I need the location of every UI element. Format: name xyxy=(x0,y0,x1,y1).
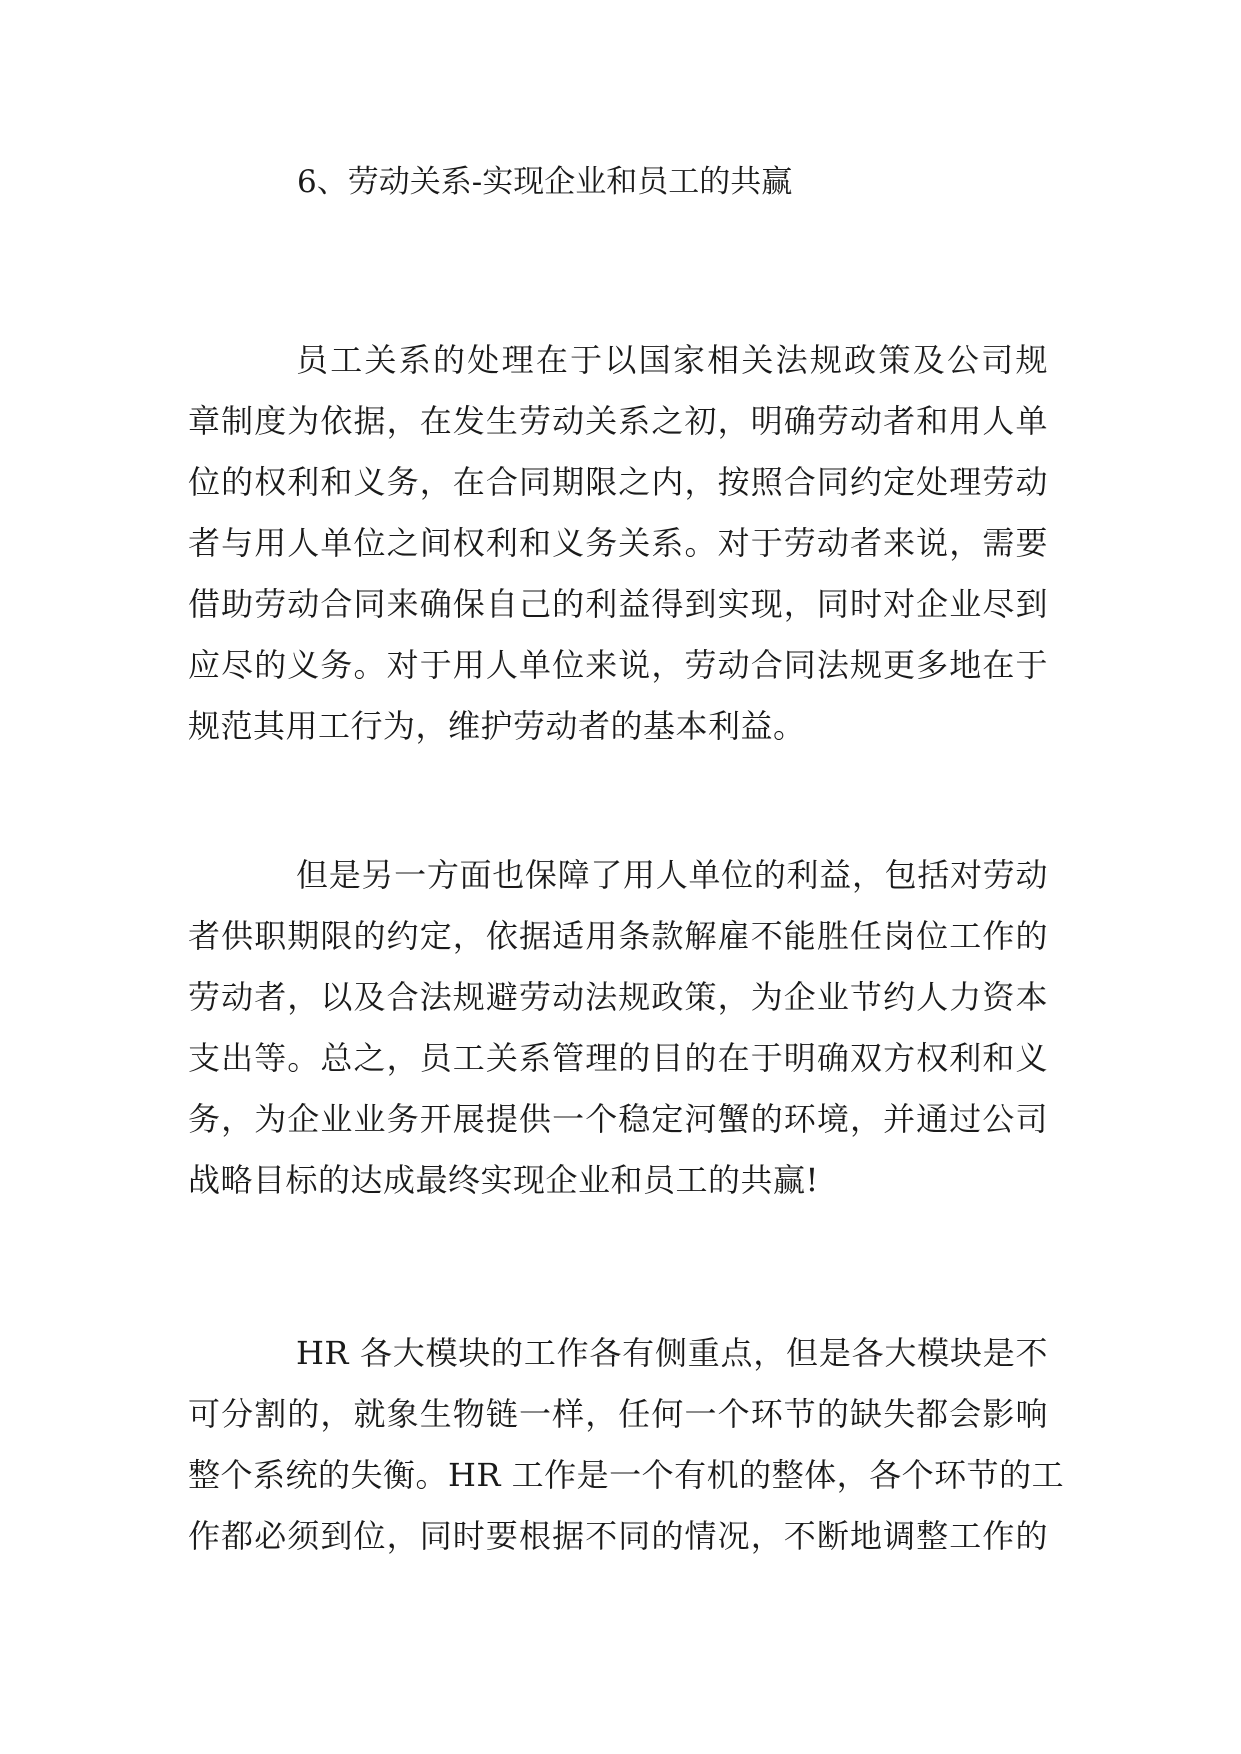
paragraph-line: 支出等。总之，员工关系管理的目的在于明确双方权利和义 xyxy=(188,1039,1048,1077)
paragraph-line: 借助劳动合同来确保自己的利益得到实现，同时对企业尽到 xyxy=(188,585,1048,623)
paragraph-line: 章制度为依据，在发生劳动关系之初，明确劳动者和用人单 xyxy=(188,402,1048,440)
paragraph-hr-modules xyxy=(188,1323,1065,1567)
paragraph-line: 应尽的义务。对于用人单位来说，劳动合同法规更多地在于 xyxy=(188,646,1048,684)
paragraph-line: 者供职期限的约定，依据适用条款解雇不能胜任岗位工作的 xyxy=(188,917,1048,955)
paragraph-line: 务，为企业业务开展提供一个稳定河蟹的环境，并通过公司 xyxy=(188,1100,1048,1138)
paragraph-line: 可分割的，就象生物链一样，任何一个环节的缺失都会影响 xyxy=(188,1395,1048,1433)
paragraph-employer-interests xyxy=(188,845,1048,1211)
paragraph-line: 员工关系的处理在于以国家相关法规政策及公司规 xyxy=(296,341,1048,379)
paragraph-employee-relations xyxy=(188,330,1048,757)
paragraph-line: 战略目标的达成最终实现企业和员工的共赢! xyxy=(188,1161,819,1199)
paragraph-line: HR 各大模块的工作各有侧重点，但是各大模块是不 xyxy=(296,1334,1048,1372)
paragraph-line: 但是另一方面也保障了用人单位的利益，包括对劳动 xyxy=(296,856,1048,894)
paragraph-line: 整个系统的失衡。HR 工作是一个有机的整体，各个环节的工 xyxy=(188,1456,1065,1494)
paragraph-line: 作都必须到位，同时要根据不同的情况，不断地调整工作的 xyxy=(188,1517,1048,1555)
paragraph-line: 者与用人单位之间权利和义务关系。对于劳动者来说，需要 xyxy=(188,524,1048,562)
paragraph-line: 位的权利和义务，在合同期限之内，按照合同约定处理劳动 xyxy=(188,463,1048,501)
section-heading: 6、劳动关系-实现企业和员工的共赢 xyxy=(297,164,793,200)
paragraph-line: 规范其用工行为，维护劳动者的基本利益。 xyxy=(188,707,806,745)
paragraph-line: 劳动者，以及合法规避劳动法规政策，为企业节约人力资本 xyxy=(188,978,1048,1016)
